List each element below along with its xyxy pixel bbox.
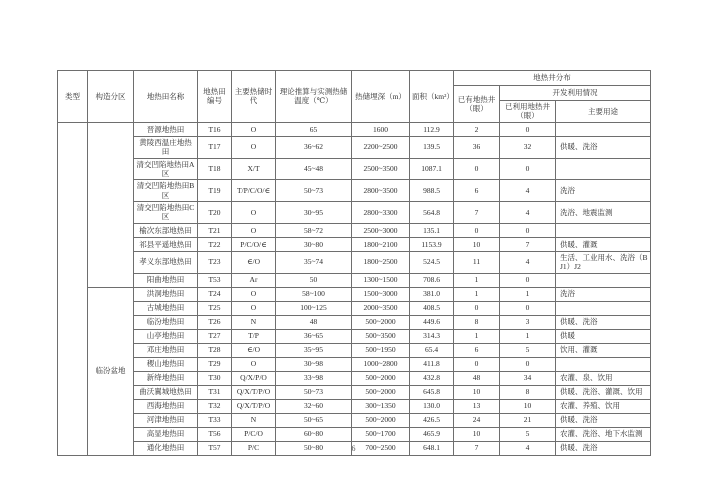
header-zone: 构造分区 <box>88 71 134 123</box>
existing-wells-cell: 6 <box>454 343 500 357</box>
depth-cell: 2200~2500 <box>352 136 410 158</box>
main-use-cell: 供暖、洗浴 <box>556 136 651 158</box>
field-id-cell: T23 <box>198 251 232 273</box>
field-name-cell: 黄陵西温庄地热田 <box>134 136 198 158</box>
field-name-cell: 邓庄地热田 <box>134 343 198 357</box>
field-name-cell: 通化地热田 <box>134 441 198 455</box>
zone-cell <box>88 122 134 287</box>
table-row <box>58 343 651 357</box>
used-wells-cell: 1 <box>500 287 556 301</box>
depth-cell: 2500~3000 <box>352 223 410 237</box>
existing-wells-cell: 0 <box>454 357 500 371</box>
used-wells-cell: 0 <box>500 223 556 237</box>
table-row <box>58 385 651 399</box>
used-wells-cell: 5 <box>500 427 556 441</box>
existing-wells-cell: 10 <box>454 427 500 441</box>
existing-wells-cell: 2 <box>454 122 500 136</box>
area-cell: 139.5 <box>410 136 454 158</box>
main-use-cell: 洗浴 <box>556 287 651 301</box>
used-wells-cell: 10 <box>500 399 556 413</box>
existing-wells-cell: 8 <box>454 315 500 329</box>
era-cell: N <box>232 413 276 427</box>
type-cell <box>58 122 88 455</box>
table-header <box>58 71 651 123</box>
field-name-cell: 晋源地热田 <box>134 122 198 136</box>
field-name-cell: 河津地热田 <box>134 413 198 427</box>
used-wells-cell: 4 <box>500 441 556 455</box>
field-id-cell: T53 <box>198 273 232 287</box>
temp-cell: 36~65 <box>276 329 352 343</box>
field-id-cell: T27 <box>198 329 232 343</box>
field-name-cell: 山亭地热田 <box>134 329 198 343</box>
temp-cell: 50~73 <box>276 385 352 399</box>
table-row <box>58 122 651 136</box>
field-id-cell: T24 <box>198 287 232 301</box>
temp-cell: 30~80 <box>276 237 352 251</box>
used-wells-cell: 0 <box>500 273 556 287</box>
field-name-cell: 清交凹陷地热田C区 <box>134 202 198 224</box>
existing-wells-cell: 0 <box>454 158 500 180</box>
existing-wells-cell: 7 <box>454 441 500 455</box>
field-id-cell: T19 <box>198 180 232 202</box>
table-row <box>58 251 651 273</box>
existing-wells-cell: 10 <box>454 385 500 399</box>
field-id-cell: T30 <box>198 371 232 385</box>
era-cell: T/P/C/O/∈ <box>232 180 276 202</box>
header-existing-wells: 已有地热井（眼） <box>454 86 500 123</box>
era-cell: P/C <box>232 441 276 455</box>
main-use-cell <box>556 122 651 136</box>
used-wells-cell: 0 <box>500 122 556 136</box>
depth-cell: 500~2000 <box>352 385 410 399</box>
existing-wells-cell: 6 <box>454 180 500 202</box>
area-cell: 130.0 <box>410 399 454 413</box>
era-cell: O <box>232 301 276 315</box>
temp-cell: 60~80 <box>276 427 352 441</box>
main-use-cell: 供暖、洗浴、灌溉、饮用 <box>556 385 651 399</box>
table-row <box>58 158 651 180</box>
used-wells-cell: 8 <box>500 385 556 399</box>
main-use-cell <box>556 357 651 371</box>
main-use-cell <box>556 158 651 180</box>
main-use-cell: 农灌、洗浴、地下水监测 <box>556 427 651 441</box>
used-wells-cell: 7 <box>500 237 556 251</box>
field-name-cell: 古城地热田 <box>134 301 198 315</box>
field-id-cell: T16 <box>198 122 232 136</box>
table-row <box>58 136 651 158</box>
depth-cell: 1800~2500 <box>352 251 410 273</box>
area-cell: 426.5 <box>410 413 454 427</box>
header-depth: 热储埋深（m） <box>352 71 410 123</box>
area-cell: 708.6 <box>410 273 454 287</box>
depth-cell: 700~2500 <box>352 441 410 455</box>
area-cell: 112.9 <box>410 122 454 136</box>
era-cell: X/T <box>232 158 276 180</box>
field-name-cell: 稷山地热田 <box>134 357 198 371</box>
field-id-cell: T26 <box>198 315 232 329</box>
depth-cell: 2000~3500 <box>352 301 410 315</box>
header-development: 开发利用情况 <box>500 86 651 101</box>
field-id-cell: T29 <box>198 357 232 371</box>
depth-cell: 500~2000 <box>352 371 410 385</box>
main-use-cell: 供暖、洗浴 <box>556 441 651 455</box>
field-id-cell: T28 <box>198 343 232 357</box>
existing-wells-cell: 0 <box>454 301 500 315</box>
era-cell: P/C/O/∈ <box>232 237 276 251</box>
header-row-1 <box>58 71 651 86</box>
existing-wells-cell: 1 <box>454 287 500 301</box>
field-name-cell: 清交凹陷地热田A区 <box>134 158 198 180</box>
used-wells-cell: 34 <box>500 371 556 385</box>
depth-cell: 500~1950 <box>352 343 410 357</box>
field-id-cell: T21 <box>198 223 232 237</box>
main-use-cell: 饮用、灌溉 <box>556 343 651 357</box>
field-name-cell: 临汾地热田 <box>134 315 198 329</box>
era-cell: T/P <box>232 329 276 343</box>
table-row <box>58 399 651 413</box>
temp-cell: 100~125 <box>276 301 352 315</box>
header-field-name: 地热田名称 <box>134 71 198 123</box>
main-use-cell <box>556 273 651 287</box>
used-wells-cell: 4 <box>500 251 556 273</box>
area-cell: 65.4 <box>410 343 454 357</box>
area-cell: 314.3 <box>410 329 454 343</box>
era-cell: Ar <box>232 273 276 287</box>
area-cell: 408.5 <box>410 301 454 315</box>
era-cell: N <box>232 315 276 329</box>
used-wells-cell: 1 <box>500 329 556 343</box>
table-row <box>58 202 651 224</box>
area-cell: 135.1 <box>410 223 454 237</box>
area-cell: 411.8 <box>410 357 454 371</box>
temp-cell: 48 <box>276 315 352 329</box>
existing-wells-cell: 0 <box>454 223 500 237</box>
table-row <box>58 315 651 329</box>
table-row <box>58 301 651 315</box>
main-use-cell <box>556 223 651 237</box>
temp-cell: 50~80 <box>276 441 352 455</box>
used-wells-cell: 32 <box>500 136 556 158</box>
era-cell: ∈/O <box>232 343 276 357</box>
temp-cell: 58~100 <box>276 287 352 301</box>
era-cell: O <box>232 287 276 301</box>
era-cell: P/C/O <box>232 427 276 441</box>
era-cell: ∈/O <box>232 251 276 273</box>
header-era: 主要热储时代 <box>232 71 276 123</box>
area-cell: 524.5 <box>410 251 454 273</box>
era-cell: O <box>232 223 276 237</box>
zone-cell: 临汾盆地 <box>88 287 134 455</box>
temp-cell: 32~60 <box>276 399 352 413</box>
temp-cell: 45~48 <box>276 158 352 180</box>
field-id-cell: T31 <box>198 385 232 399</box>
field-id-cell: T22 <box>198 237 232 251</box>
table-row <box>58 371 651 385</box>
temp-cell: 33~98 <box>276 371 352 385</box>
field-id-cell: T56 <box>198 427 232 441</box>
era-cell: O <box>232 136 276 158</box>
temp-cell: 65 <box>276 122 352 136</box>
existing-wells-cell: 11 <box>454 251 500 273</box>
table-body <box>58 122 651 455</box>
area-cell: 648.1 <box>410 441 454 455</box>
table-row <box>58 329 651 343</box>
header-field-id: 地热田编号 <box>198 71 232 123</box>
temp-cell: 58~72 <box>276 223 352 237</box>
area-cell: 1087.1 <box>410 158 454 180</box>
used-wells-cell: 4 <box>500 180 556 202</box>
field-name-cell: 曲沃翼城地热田 <box>134 385 198 399</box>
table-row <box>58 180 651 202</box>
field-id-cell: T18 <box>198 158 232 180</box>
table-row <box>58 357 651 371</box>
field-name-cell: 榆次东部地热田 <box>134 223 198 237</box>
temp-cell: 30~98 <box>276 357 352 371</box>
main-use-cell: 供暖、洗浴 <box>556 413 651 427</box>
field-name-cell: 西海地热田 <box>134 399 198 413</box>
existing-wells-cell: 7 <box>454 202 500 224</box>
area-cell: 988.5 <box>410 180 454 202</box>
depth-cell: 500~3500 <box>352 329 410 343</box>
depth-cell: 300~1350 <box>352 399 410 413</box>
existing-wells-cell: 24 <box>454 413 500 427</box>
field-id-cell: T25 <box>198 301 232 315</box>
area-cell: 449.6 <box>410 315 454 329</box>
era-cell: O <box>232 202 276 224</box>
main-use-cell: 农灌、养殖、饮用 <box>556 399 651 413</box>
main-use-cell: 供暖、洗浴 <box>556 315 651 329</box>
area-cell: 1153.9 <box>410 237 454 251</box>
main-use-cell: 供暖、灌溉 <box>556 237 651 251</box>
used-wells-cell: 5 <box>500 343 556 357</box>
used-wells-cell: 0 <box>500 158 556 180</box>
depth-cell: 1500~3000 <box>352 287 410 301</box>
geothermal-table <box>57 70 651 456</box>
era-cell: O <box>232 122 276 136</box>
temp-cell: 36~62 <box>276 136 352 158</box>
temp-cell: 50~65 <box>276 413 352 427</box>
area-cell: 645.8 <box>410 385 454 399</box>
field-id-cell: T33 <box>198 413 232 427</box>
main-use-cell: 生活、工业用水、洗浴（BJ1）J2 <box>556 251 651 273</box>
area-cell: 381.0 <box>410 287 454 301</box>
existing-wells-cell: 1 <box>454 273 500 287</box>
era-cell: Q/X/P/O <box>232 371 276 385</box>
table-row <box>58 273 651 287</box>
field-name-cell: 阳曲地热田 <box>134 273 198 287</box>
existing-wells-cell: 10 <box>454 237 500 251</box>
field-id-cell: T32 <box>198 399 232 413</box>
depth-cell: 1000~2800 <box>352 357 410 371</box>
depth-cell: 1600 <box>352 122 410 136</box>
field-name-cell: 高显地热田 <box>134 427 198 441</box>
main-use-cell: 洗浴 <box>556 180 651 202</box>
table-row <box>58 427 651 441</box>
header-temp: 理论推算与实测热储温度（℃） <box>276 71 352 123</box>
temp-cell: 50 <box>276 273 352 287</box>
field-name-cell: 洪洞地热田 <box>134 287 198 301</box>
table-row <box>58 223 651 237</box>
main-use-cell: 洗浴、地震监测 <box>556 202 651 224</box>
temp-cell: 35~95 <box>276 343 352 357</box>
used-wells-cell: 4 <box>500 202 556 224</box>
existing-wells-cell: 13 <box>454 399 500 413</box>
used-wells-cell: 21 <box>500 413 556 427</box>
depth-cell: 1300~1500 <box>352 273 410 287</box>
existing-wells-cell: 48 <box>454 371 500 385</box>
field-name-cell: 孝义东部地热田 <box>134 251 198 273</box>
era-cell: Q/X/T/P/O <box>232 385 276 399</box>
used-wells-cell: 0 <box>500 357 556 371</box>
table-row <box>58 287 651 301</box>
depth-cell: 1800~2100 <box>352 237 410 251</box>
area-cell: 432.8 <box>410 371 454 385</box>
main-use-cell <box>556 301 651 315</box>
field-name-cell: 清交凹陷地热田B区 <box>134 180 198 202</box>
depth-cell: 500~2000 <box>352 315 410 329</box>
depth-cell: 500~1700 <box>352 427 410 441</box>
field-id-cell: T17 <box>198 136 232 158</box>
area-cell: 564.8 <box>410 202 454 224</box>
used-wells-cell: 0 <box>500 301 556 315</box>
header-well-distribution: 地热井分布 <box>454 71 651 86</box>
header-area: 面积（km²） <box>410 71 454 123</box>
depth-cell: 2500~3500 <box>352 158 410 180</box>
main-use-cell: 农灌、泉、饮用 <box>556 371 651 385</box>
used-wells-cell: 3 <box>500 315 556 329</box>
era-cell: Q/X/T/P/O <box>232 399 276 413</box>
header-main-use: 主要用途 <box>556 101 651 123</box>
table-row <box>58 237 651 251</box>
field-name-cell: 新绛地热田 <box>134 371 198 385</box>
existing-wells-cell: 36 <box>454 136 500 158</box>
depth-cell: 2800~3500 <box>352 180 410 202</box>
temp-cell: 30~95 <box>276 202 352 224</box>
temp-cell: 50~73 <box>276 180 352 202</box>
field-name-cell: 祁县平遥地热田 <box>134 237 198 251</box>
field-id-cell: T20 <box>198 202 232 224</box>
header-used-wells: 已利用地热井（眼） <box>500 101 556 123</box>
temp-cell: 35~74 <box>276 251 352 273</box>
main-use-cell: 供暖 <box>556 329 651 343</box>
header-type: 类型 <box>58 71 88 123</box>
table-row <box>58 413 651 427</box>
page-number: 6 <box>351 444 356 453</box>
era-cell: O <box>232 357 276 371</box>
existing-wells-cell: 1 <box>454 329 500 343</box>
area-cell: 465.9 <box>410 427 454 441</box>
field-id-cell: T57 <box>198 441 232 455</box>
depth-cell: 2800~3300 <box>352 202 410 224</box>
depth-cell: 500~2000 <box>352 413 410 427</box>
